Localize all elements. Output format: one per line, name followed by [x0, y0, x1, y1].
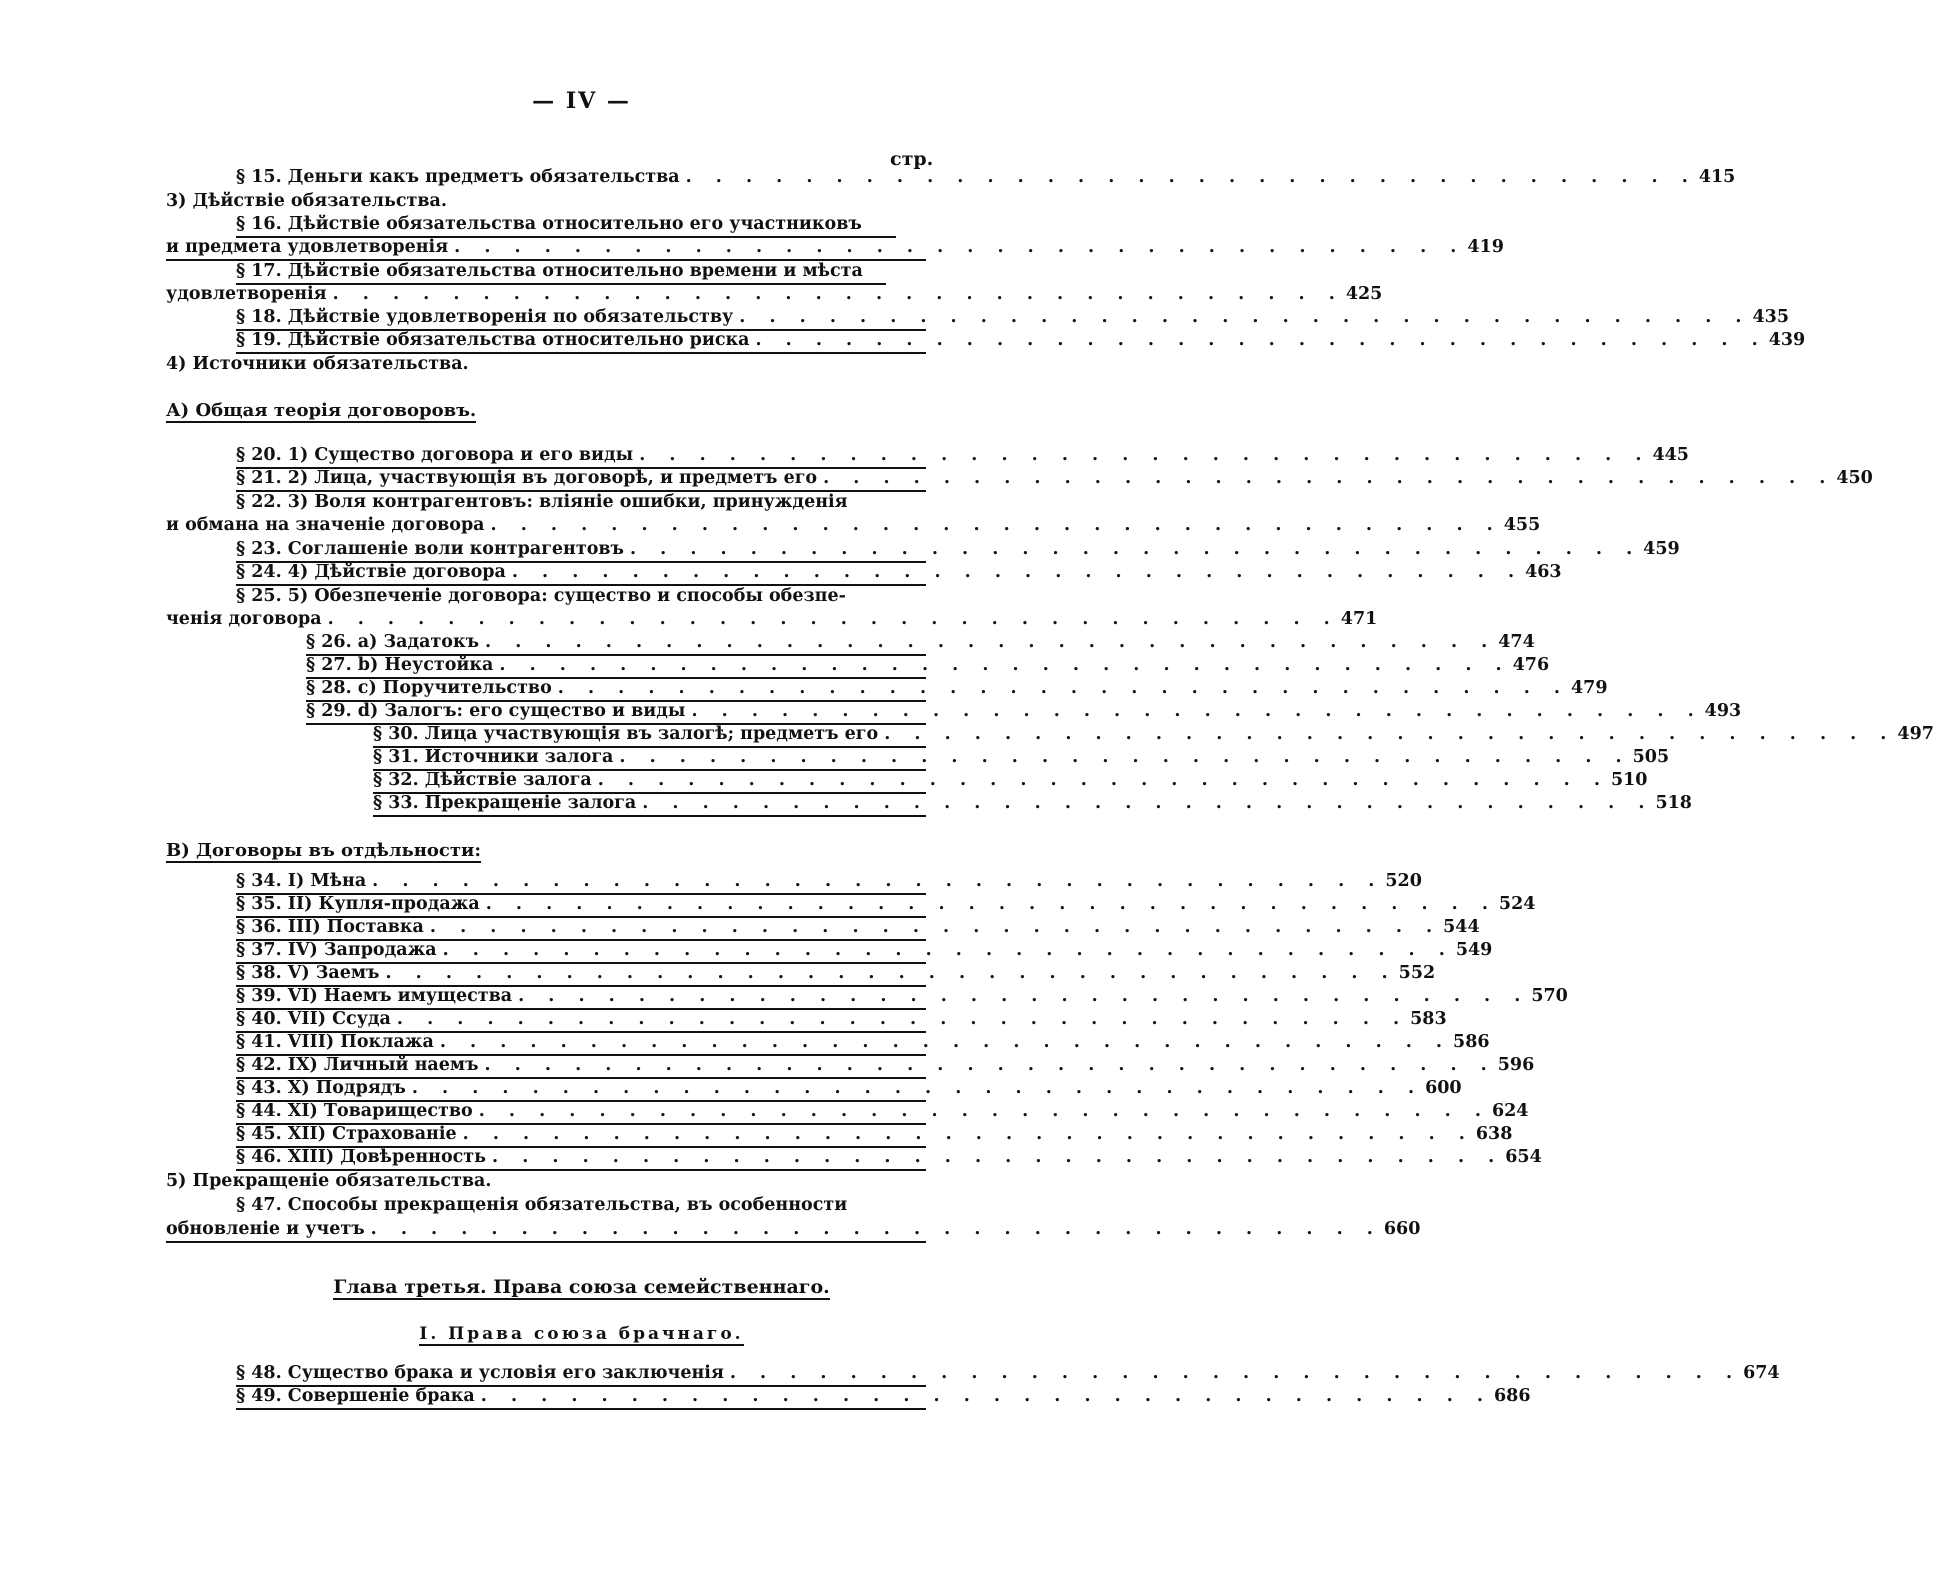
- dot-leader: . . . . . . . . . . . . . . . . . . . . . . . . . . . . . . . . . .: [691, 701, 1703, 721]
- entry-title: § 30. Лица участвующія въ залогѣ; предметъ его: [373, 724, 879, 744]
- entry-page: 624: [1491, 1101, 1529, 1121]
- toc-entry-s40: [236, 1008, 1447, 1033]
- toc-entry-s47-line1: § 47. Способы прекращенія обязательства, въ особенности: [236, 1195, 848, 1215]
- toc-entry-s38: [236, 962, 1436, 987]
- toc-entry-s19: [236, 329, 1806, 354]
- toc-entry-s16-line2: [166, 236, 1504, 261]
- dot-leader: . . . . . . . . . . . . . . . . . . . . . . . . . . . . . . . . . .: [454, 237, 1466, 257]
- toc-entry-s23: [236, 538, 1680, 563]
- entry-page: 520: [1385, 871, 1422, 891]
- entry-page: 660: [1383, 1219, 1421, 1239]
- entry-page: 549: [1455, 940, 1493, 960]
- entry-page: 552: [1398, 963, 1436, 983]
- dot-leader: . . . . . . . . . . . . . . . . . . . . . . . . . . . . . . . . . .: [372, 871, 1384, 891]
- entry-title: § 20. 1) Существо договора и его виды: [236, 445, 634, 465]
- entry-page: 686: [1493, 1386, 1531, 1406]
- toc-entry-s48: [236, 1362, 1780, 1387]
- entry-title: § 18. Дѣйствіе удовлетворенія по обязательству: [236, 307, 734, 327]
- entry-title: § 44. XI) Товарищество: [236, 1101, 473, 1121]
- entry-page: 674: [1743, 1363, 1780, 1383]
- toc-entry-s32: [373, 769, 1648, 794]
- toc-entry-s28: [306, 677, 1608, 702]
- entry-title: § 31. Источники залога: [373, 747, 614, 767]
- entry-title: § 48. Существо брака и условія его заключенія: [236, 1363, 724, 1383]
- entry-page: 471: [1340, 609, 1378, 629]
- section-b-heading: В) Договоры въ отдѣльности:: [166, 840, 482, 861]
- toc-entry-s45: [236, 1123, 1513, 1148]
- toc-entry-s22-line2: [166, 514, 1541, 537]
- entry-title: § 21. 2) Лица, участвующія въ договорѣ, и предметъ его: [236, 468, 818, 488]
- dot-leader: . . . . . . . . . . . . . . . . . . . . . . . . . . . . . . . . . .: [485, 894, 1497, 914]
- dot-leader: . . . . . . . . . . . . . . . . . . . . . . . . . . . . . . . . . .: [385, 963, 1397, 983]
- dot-leader: . . . . . . . . . . . . . . . . . . . . . . . . . . . . . . . . . .: [685, 167, 1697, 187]
- toc-entry-s49: [236, 1385, 1531, 1410]
- toc-entry-s42: [236, 1054, 1535, 1079]
- entry-title: и предмета удовлетворенія: [166, 237, 449, 257]
- entry-title: § 35. II) Купля-продажа: [236, 894, 480, 914]
- dot-leader: . . . . . . . . . . . . . . . . . . . . . . . . . . . . . . . . . .: [490, 515, 1502, 535]
- entry-page: 654: [1505, 1147, 1542, 1167]
- entry-title: § 33. Прекращеніе залога: [373, 793, 637, 813]
- toc-entry-s44: [236, 1100, 1529, 1125]
- entry-page: 510: [1610, 770, 1648, 790]
- entry-title: § 40. VII) Ссуда: [236, 1009, 391, 1029]
- toc-entry-s41: [236, 1031, 1490, 1056]
- dot-leader: . . . . . . . . . . . . . . . . . . . . . . . . . . . . . . . . . .: [755, 330, 1767, 350]
- entry-title: § 41. VIII) Поклажа: [236, 1032, 434, 1052]
- entry-page: 445: [1652, 445, 1689, 465]
- entry-page: 463: [1525, 562, 1562, 582]
- entry-page: 476: [1512, 655, 1550, 675]
- toc-entry-s34: [236, 870, 1422, 895]
- entry-title: § 29. d) Залогъ: его существо и виды: [306, 701, 686, 721]
- dot-leader: . . . . . . . . . . . . . . . . . . . . . . . . . . . . . . . . . .: [480, 1386, 1492, 1406]
- entry-title: § 45. XII) Страхованіе: [236, 1124, 457, 1144]
- entry-page: 497: [1897, 724, 1934, 744]
- entry-title: § 32. Дѣйствіе залога: [373, 770, 592, 790]
- dot-leader: . . . . . . . . . . . . . . . . . . . . . . . . . . . . . . . . . .: [492, 1147, 1504, 1167]
- entry-page: 459: [1643, 539, 1680, 559]
- entry-title: § 15. Деньги какъ предметъ обязательства: [236, 167, 680, 187]
- toc-entry-s27: [306, 654, 1550, 679]
- dot-leader: . . . . . . . . . . . . . . . . . . . . . . . . . . . . . . . . . .: [642, 793, 1654, 813]
- entry-page: 415: [1698, 167, 1736, 187]
- dot-leader: . . . . . . . . . . . . . . . . . . . . . . . . . . . . . . . . . .: [729, 1363, 1742, 1383]
- entry-title: ченія договора: [166, 609, 322, 629]
- toc-entry-s22-line1: § 22. 3) Воля контрагентовъ: вліяніе ошибки, принужденія: [236, 492, 848, 512]
- entry-title: § 28. c) Поручительство: [306, 678, 552, 698]
- chapter-heading: [0, 1276, 1163, 1298]
- toc-entry-s20: [236, 444, 1689, 469]
- toc-entry-s17-line2: [166, 283, 1383, 306]
- dot-leader: . . . . . . . . . . . . . . . . . . . . . . . . . . . . . . . . . .: [557, 678, 1569, 698]
- entry-page: 439: [1768, 330, 1806, 350]
- dot-leader: . . . . . . . . . . . . . . . . . . . . . . . . . . . . . . . . . .: [823, 468, 1835, 488]
- toc-entry-s26: [306, 631, 1535, 656]
- toc-entry-s24: [236, 561, 1562, 586]
- dot-leader: . . . . . . . . . . . . . . . . . . . . . . . . . . . . . . . . . .: [499, 655, 1511, 675]
- entry-title: § 39. VI) Наемъ имущества: [236, 986, 513, 1006]
- dot-leader: . . . . . . . . . . . . . . . . . . . . . . . . . . . . . . . . . .: [739, 307, 1751, 327]
- toc-entry-s21: [236, 467, 1873, 492]
- toc-entry-s47-line2: [166, 1218, 1421, 1243]
- entry-title: удовлетворенія: [166, 284, 327, 304]
- dot-leader: . . . . . . . . . . . . . . . . . . . . . . . . . . . . . . . . . .: [439, 1032, 1452, 1052]
- toc-entry-s29: [306, 700, 1742, 725]
- entry-page: 600: [1425, 1078, 1462, 1098]
- entry-page: 493: [1704, 701, 1742, 721]
- entry-page: 474: [1498, 632, 1535, 652]
- subchapter-title: I. Права союза брачнаго.: [419, 1324, 744, 1344]
- toc-entry-s16-line1: § 16. Дѣйствіе обязательства относительно его участниковъ: [236, 213, 896, 238]
- dot-leader: . . . . . . . . . . . . . . . . . . . . . . . . . . . . . . . . . .: [462, 1124, 1474, 1144]
- entry-title: § 34. I) Мѣна: [236, 871, 367, 891]
- dot-leader: . . . . . . . . . . . . . . . . . . . . . . . . . . . . . . . . . .: [332, 284, 1344, 304]
- toc-entry-s31: [373, 746, 1670, 771]
- toc-entry-s33: [373, 792, 1692, 817]
- entry-page: 544: [1443, 917, 1480, 937]
- entry-title: § 43. X) Подрядъ: [236, 1078, 406, 1098]
- entry-title: § 27. b) Неустойка: [306, 655, 494, 675]
- dot-leader: . . . . . . . . . . . . . . . . . . . . . . . . . . . . . . . . . .: [629, 539, 1642, 559]
- entry-title: § 37. IV) Запродажа: [236, 940, 437, 960]
- entry-page: 455: [1503, 515, 1541, 535]
- entry-title: § 46. XIII) Довѣренность: [236, 1147, 487, 1167]
- dot-leader: . . . . . . . . . . . . . . . . . . . . . . . . . . . . . . . . . .: [411, 1078, 1424, 1098]
- toc-entry-s30: [373, 723, 1934, 748]
- dot-leader: . . . . . . . . . . . . . . . . . . . . . . . . . . . . . . . . . .: [327, 609, 1339, 629]
- entry-title: § 36. III) Поставка: [236, 917, 424, 937]
- dot-leader: . . . . . . . . . . . . . . . . . . . . . . . . . . . . . . . . . .: [442, 940, 1454, 960]
- entry-page: 570: [1531, 986, 1568, 1006]
- dot-leader: . . . . . . . . . . . . . . . . . . . . . . . . . . . . . . . . . .: [639, 445, 1651, 465]
- toc-entry-s36: [236, 916, 1480, 941]
- entry-page: 435: [1752, 307, 1789, 327]
- dot-leader: . . . . . . . . . . . . . . . . . . . . . . . . . . . . . . . . . .: [485, 632, 1497, 652]
- entry-page: 583: [1410, 1009, 1447, 1029]
- entry-title: § 19. Дѣйствіе обязательства относительно риска: [236, 330, 750, 350]
- dot-leader: . . . . . . . . . . . . . . . . . . . . . . . . . . . . . . . . . .: [597, 770, 1609, 790]
- toc-entry-s25-line1: § 25. 5) Обезпеченіе договора: существо и способы обезпе-: [236, 586, 846, 606]
- dot-leader: . . . . . . . . . . . . . . . . . . . . . . . . . . . . . . . . . .: [396, 1009, 1409, 1029]
- dot-leader: . . . . . . . . . . . . . . . . . . . . . . . . . . . . . . . . . .: [511, 562, 1524, 582]
- dot-leader: . . . . . . . . . . . . . . . . . . . . . . . . . . . . . . . . . .: [429, 917, 1442, 937]
- section-a-heading: А) Общая теорія договоровъ.: [166, 400, 477, 421]
- dot-leader: . . . . . . . . . . . . . . . . . . . . . . . . . . . . . . . . . .: [478, 1101, 1490, 1121]
- toc-entry-s25-line2: [166, 608, 1378, 631]
- entry-title: обновленіе и учетъ: [166, 1219, 365, 1239]
- entry-page: 419: [1467, 237, 1504, 257]
- entry-page: 425: [1345, 284, 1383, 304]
- dot-leader: . . . . . . . . . . . . . . . . . . . . . . . . . . . . . . . . . .: [884, 724, 1896, 744]
- toc-heading-5: 5) Прекращеніе обязательства.: [166, 1171, 492, 1191]
- entry-title: § 49. Совершеніе брака: [236, 1386, 475, 1406]
- page-column-label: стр.: [890, 148, 934, 170]
- entry-page: 524: [1498, 894, 1536, 914]
- subchapter-heading: [0, 1324, 1163, 1344]
- toc-entry-s46: [236, 1146, 1542, 1171]
- entry-page: 450: [1836, 468, 1873, 488]
- entry-title: § 42. IX) Личный наемъ: [236, 1055, 479, 1075]
- toc-entry-s35: [236, 893, 1536, 918]
- entry-title: и обмана на значеніе договора: [166, 515, 485, 535]
- toc-entry-s39: [236, 985, 1568, 1010]
- toc-heading-3: 3) Дѣйствіе обязательства.: [166, 191, 447, 211]
- toc-entry-s18: [236, 306, 1789, 331]
- chapter-title: Глава третья. Права союза семейственнаго.: [333, 1276, 830, 1298]
- toc-heading-4: 4) Источники обязательства.: [166, 354, 469, 374]
- dot-leader: . . . . . . . . . . . . . . . . . . . . . . . . . . . . . . . . . .: [619, 747, 1631, 767]
- entry-page: 518: [1655, 793, 1692, 813]
- page-number: — IV —: [532, 88, 631, 114]
- entry-title: § 26. a) Задатокъ: [306, 632, 480, 652]
- entry-page: 596: [1497, 1055, 1535, 1075]
- entry-page: 505: [1632, 747, 1670, 767]
- entry-title: § 23. Соглашеніе воли контрагентовъ: [236, 539, 624, 559]
- entry-page: 479: [1570, 678, 1608, 698]
- toc-entry-s37: [236, 939, 1493, 964]
- entry-page: 586: [1453, 1032, 1490, 1052]
- dot-leader: . . . . . . . . . . . . . . . . . . . . . . . . . . . . . . . . . .: [484, 1055, 1496, 1075]
- dot-leader: . . . . . . . . . . . . . . . . . . . . . . . . . . . . . . . . . .: [518, 986, 1530, 1006]
- toc-entry-s15: [236, 166, 1736, 189]
- toc-entry-s43: [236, 1077, 1462, 1102]
- entry-page: 638: [1475, 1124, 1513, 1144]
- toc-entry-s17-line1: § 17. Дѣйствіе обязательства относительно времени и мѣста: [236, 260, 886, 285]
- entry-title: § 24. 4) Дѣйствіе договора: [236, 562, 506, 582]
- dot-leader: . . . . . . . . . . . . . . . . . . . . . . . . . . . . . . . . . .: [370, 1219, 1382, 1239]
- entry-title: § 38. V) Заемъ: [236, 963, 380, 983]
